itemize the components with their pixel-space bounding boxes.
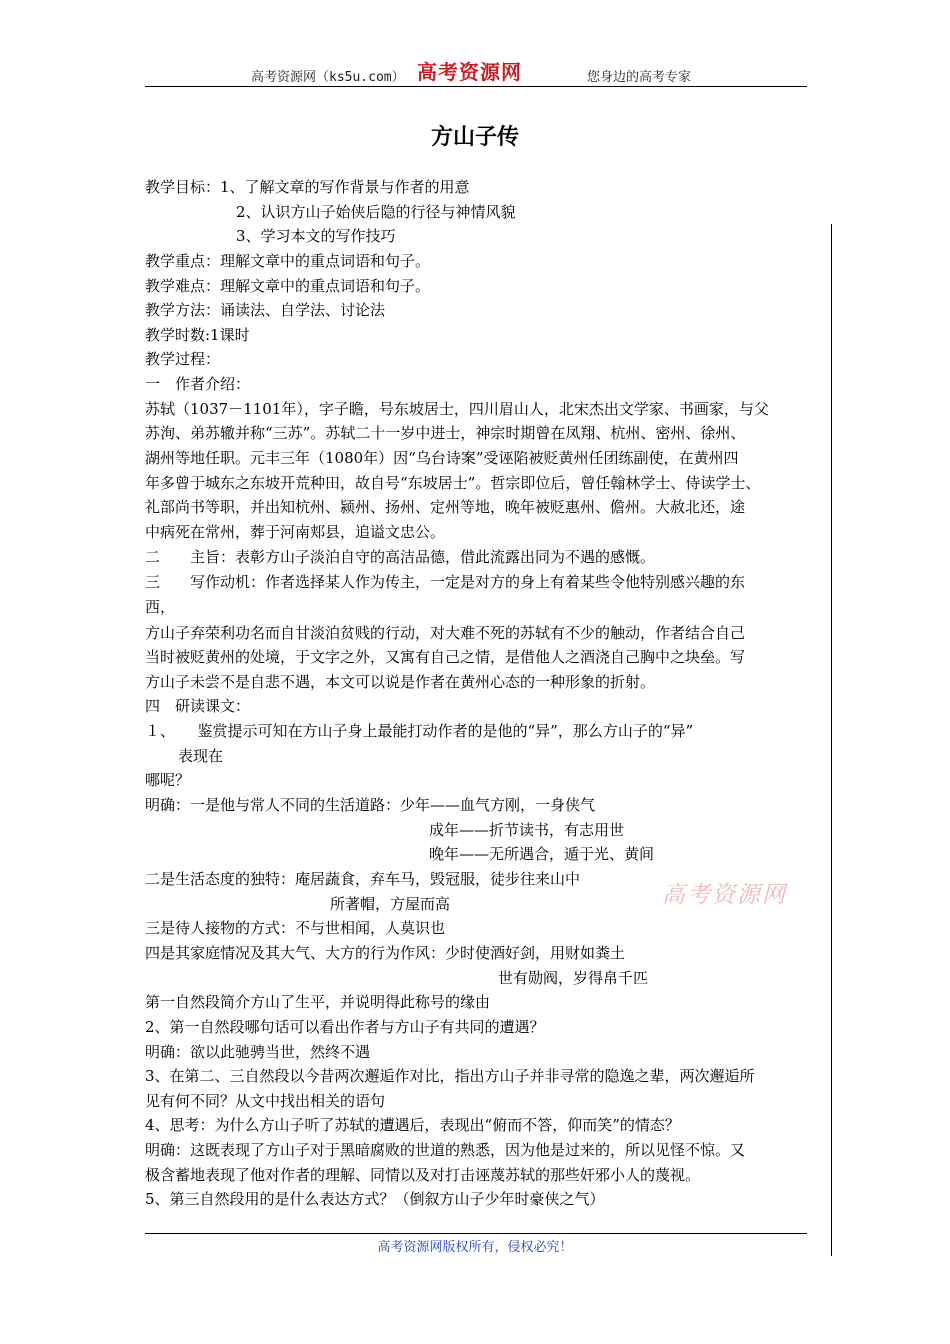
body-line: 教学过程： [145,350,221,368]
margin-rule [831,224,832,1256]
body-line: 苏洵、弟苏辙并称“三苏”。苏轼二十一岁中进士，神宗时期曾在凤翔、杭州、密州、徐州、 [145,424,746,442]
body-line: 苏轼（1037－1101年），字子瞻，号东坡居士，四川眉山人，北宋杰出文学家、书画家，与父 [145,400,769,418]
body-line: 湖州等地任职。元丰三年（1080年）因“乌台诗案”受诬陷被贬黄州任团练副使，在黄州四 [145,449,739,467]
footer-copyright: 高考资源网版权所有，侵权必究！ [377,1240,573,1255]
page-header [145,58,807,87]
body-line: 明确：欲以此驰骋当世，然终不遇 [145,1043,371,1061]
body-line: 三 写作动机：作者选择某人作为传主，一定是对方的身上有着某些令他特别感兴趣的东 [145,573,746,591]
body-line: 明确：一是他与常人不同的生活道路：少年——血气方刚，一身侠气 [145,796,596,814]
body-line: 极含蓄地表现了他对作者的理解、同情以及对打击诬蔑苏轼的那些奸邪小人的蔑视。 [145,1166,701,1184]
document-title: 方山子传 [430,125,519,150]
body-line: 3、在第二、三自然段以今昔两次邂逅作对比，指出方山子并非寻常的隐逸之辈，两次邂逅所 [145,1067,755,1085]
body-line: 所著帽，方屋而高 [330,895,451,913]
body-line: 年多曾于城东之东坡开荒种田，故自号“东坡居士”。哲宗即位后，曾任翰林学士、侍读学士、 [145,474,761,492]
header-site-text: 高考资源网（ks5u.com） [251,70,405,85]
body-line: 教学方法：诵读法、自学法、讨论法 [145,301,386,319]
body-line: 教学难点：理解文章中的重点词语和句子。 [145,277,431,295]
body-line: 当时被贬黄州的处境，于文字之外，又寓有自己之情，是借他人之酒浇自己胸中之块垒。写 [145,648,746,666]
body-line: 表现在 [178,747,224,765]
body-line: 成年——折节读书，有志用世 [429,821,625,839]
body-line: 一 作者介绍： [145,375,251,393]
body-line: 三是待人接物的方式：不与世相闻，人莫识也 [145,919,446,937]
body-line: 晚年——无所遇合，遁于光、黄间 [429,845,655,863]
body-line: 方山子未尝不是自悲不遇，本文可以说是作者在黄州心态的一种形象的折射。 [145,673,656,691]
body-line: 二是生活态度的独特：庵居蔬食，弃车马，毁冠服，徒步往来山中 [145,870,581,888]
body-line: 见有何不同？从文中找出相关的语句 [145,1092,386,1110]
body-line: 第一自然段简介方山了生平，并说明得此称号的缘由 [145,993,491,1011]
body-line: 2、认识方山子始侠后隐的行径与神情风貌 [236,203,516,221]
body-line: 教学重点：理解文章中的重点词语和句子。 [145,252,431,270]
watermark-stamp: 高考资源网 [662,882,787,908]
body-line: １、 鉴赏提示可知在方山子身上最能打动作者的是他的“异”，那么方山子的“异” [145,722,694,740]
body-line: 二 主旨：表彰方山子淡泊自守的高洁品德，借此流露出同为不遇的感慨。 [145,548,656,566]
body-line: 3、学习本文的写作技巧 [236,227,396,245]
footer-rule [145,1233,807,1234]
body-line: 西， [145,598,176,616]
body-line: 礼部尚书等职，并出知杭州、颍州、扬州、定州等地，晚年被贬惠州、儋州。大赦北还，途 [145,498,746,516]
body-line: 四 研读课文： [145,697,251,715]
body-line: 方山子弃荣利功名而自甘淡泊贫贱的行动，对大难不死的苏轼有不少的触动，作者结合自己 [145,624,746,642]
body-line: 2、第一自然段哪句话可以看出作者与方山子有共同的遭遇？ [145,1018,545,1036]
body-line: 哪呢？ [145,771,191,789]
body-line: 教学时数:1课时 [145,326,250,344]
body-line: 教学目标：1、了解文章的写作背景与作者的用意 [145,178,470,196]
body-line: 世有勋阀，岁得帛千匹 [498,969,649,987]
body-line: 4、思考：为什么方山子听了苏轼的遭遇后，表现出“俯而不答，仰而笑”的情态？ [145,1116,680,1134]
header-logo: 高考资源网 [417,60,522,84]
header-slogan: 您身边的高考专家 [587,70,692,85]
body-line: 中病死在常州，葬于河南郏县，追谥文忠公。 [145,523,446,541]
body-line: 四是其家庭情况及其大气、大方的行为作风：少时使酒好剑，用财如粪土 [145,944,626,962]
body-line: 明确：这既表现了方山子对于黑暗腐败的世道的熟悉，因为他是过来的，所以见怪不惊。又 [145,1141,746,1159]
body-line: 5、第三自然段用的是什么表达方式？（倒叙方山子少年时豪侠之气） [145,1190,605,1208]
